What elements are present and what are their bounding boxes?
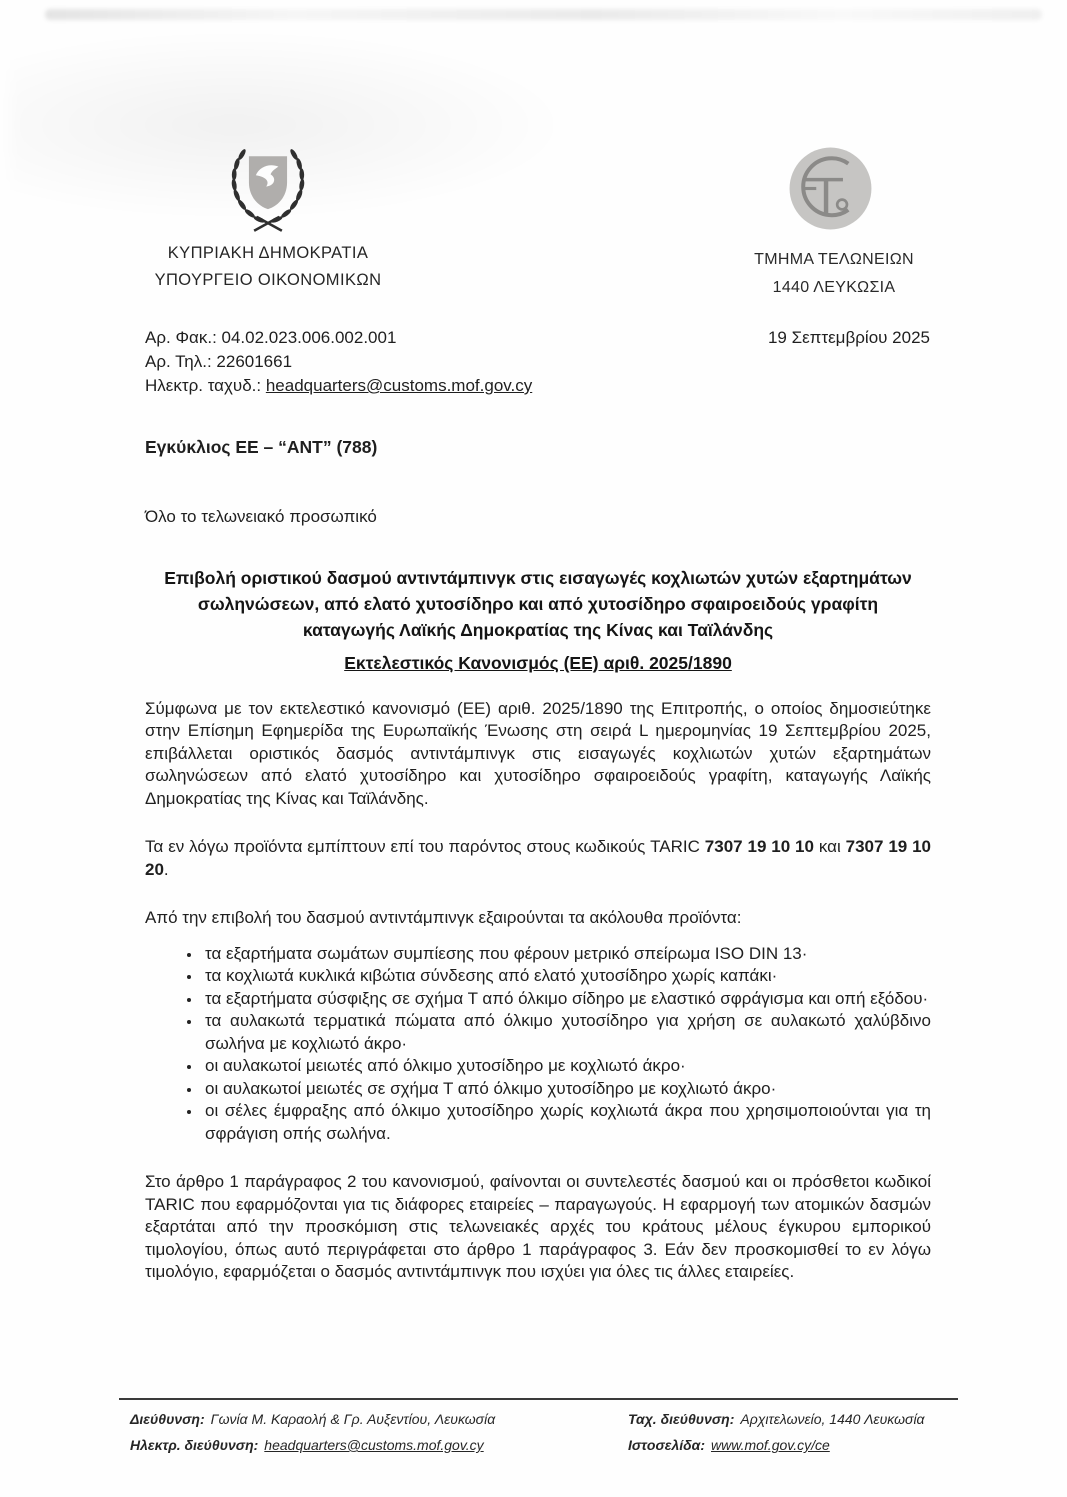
department-postal: 1440 ΛΕΥΚΩΣΙΑ bbox=[772, 279, 896, 296]
footer-postal-value: Αρχιτελωνείο, 1440 Λευκωσία bbox=[740, 1411, 925, 1427]
phone-number: Αρ. Τηλ.: 22601661 bbox=[145, 352, 293, 371]
paragraph-regulation-summary: Σύμφωνα με τον εκτελεστικό κανονισμό (ΕΕ) αριθ. 2025/1890 της Επιτροπής, ο οποίος δημοσιεύτηκε στην Επίσημη Εφημερίδα της Ευρωπαϊκής Ένωσης στη σειρά L ημερομηνίας 19 Σεπτεμβρίου 2025, επιβάλλεται οριστικός δασμός αντιντάμπινγκ στις εισαγωγές κοχλιωτών χυτών εξαρτημάτων σωληνώσεων από ελατό χυτοσίδηρο και χυτοσίδηρο σφαιροειδούς γραφίτη, καταγωγής Λαϊκής Δημοκρατίας της Κίνας και Ταϊλάνδης. bbox=[145, 698, 931, 808]
circular-number: Εγκύκλιος ΕΕ – “ΑΝΤ” (788) bbox=[145, 437, 378, 457]
department-title: ΤΜΗΜΑ ΤΕΛΩΝΕΙΩΝ bbox=[754, 251, 914, 268]
issuer-right-block bbox=[714, 246, 954, 302]
letter-body bbox=[145, 436, 931, 1284]
paragraph-taric-codes bbox=[145, 836, 931, 881]
footer-divider bbox=[119, 1398, 958, 1400]
list-item: • οι αυλακωτοί μειωτές από όλκιμο χυτοσίδηρο με κοχλιωτό άκρο· bbox=[202, 1055, 931, 1078]
taric-text-before: Τα εν λόγω προϊόντα εμπίπτουν επί του παρόντος στους κωδικούς TARIC bbox=[145, 837, 705, 856]
regulation-heading: Εκτελεστικός Κανονισμός (ΕΕ) αριθ. 2025/1890 bbox=[344, 653, 732, 673]
taric-text-and: και bbox=[813, 837, 846, 856]
footer bbox=[130, 1406, 960, 1458]
taric-code-1: 7307 19 10 10 bbox=[704, 837, 814, 856]
footer-address-value: Γωνία Μ. Καραολή & Γρ. Αυξεντίου, Λευκωσία bbox=[210, 1411, 496, 1427]
paragraph-article-1: Στο άρθρο 1 παράγραφος 2 του κανονισμού, φαίνονται οι συντελεστές δασμού και οι πρόσθετοι κωδικοί TARIC που εφαρμόζονται για τις διάφορες εταιρείες – παραγωγούς. Η εφαρμογή των ατομικών δασμών εξαρτάται από την προσκόμιση στις τελωνειακές αρχές του κράτους μέλους έγκυρου εμπορικού τιμολογίου, όπως αυτό περιγράφεται στο άρθρο 1 παράγραφος 3. Εάν δεν προσκομισθεί το εν λόγω τιμολόγιο, εφαρμόζεται ο δασμός αντιντάμπινγκ που ισχύει για όλες τις άλλες εταιρείες. bbox=[145, 1172, 931, 1281]
ministry-title: ΥΠΟΥΡΓΕΙΟ ΟΙΚΟΝΟΜΙΚΩΝ bbox=[154, 271, 382, 289]
email-label: Ηλεκτρ. ταχυδ.: bbox=[145, 376, 266, 395]
footer-website bbox=[628, 1432, 830, 1458]
footer-website-link[interactable]: www.mof.gov.cy/ce bbox=[711, 1437, 830, 1453]
scan-artifact-top bbox=[45, 9, 1042, 20]
footer-postal bbox=[628, 1406, 925, 1432]
footer-email-label: Ηλεκτρ. διεύθυνση: bbox=[130, 1437, 259, 1453]
list-item: • τα αυλακωτά τερματικά πώματα από όλκιμο χυτοσίδηρο για χρήση σε αυλακωτό χαλύβδινο σωλήνα με κοχλιωτό άκρο· bbox=[202, 1010, 931, 1055]
footer-email-link[interactable]: headquarters@customs.mof.gov.cy bbox=[264, 1437, 484, 1453]
taric-text-end: . bbox=[163, 859, 169, 879]
addressee: Όλο το τελωνειακό προσωπικό bbox=[145, 506, 377, 526]
taric-code-2: 7307 19 10 20 bbox=[145, 837, 932, 879]
footer-email bbox=[130, 1432, 628, 1458]
footer-address-label: Διεύθυνση: bbox=[130, 1411, 205, 1427]
list-item: • τα κοχλιωτά κυκλικά κιβώτια σύνδεσης από ελατό χυτοσίδηρο χωρίς καπάκι· bbox=[202, 965, 931, 988]
subject-title: Επιβολή οριστικού δασμού αντιντάμπινγκ στις εισαγωγές κοχλιωτών χυτών εξαρτημάτων σωληνώσεων, από ελατό χυτοσίδηρο και από χυτοσίδηρο σφαιροειδούς γραφίτη καταγωγής Λαϊκής Δημοκρατίας της Κίνας και Ταϊλάνδης bbox=[164, 568, 912, 640]
cyprus-coat-of-arms-icon bbox=[216, 136, 320, 238]
list-item: • τα εξαρτήματα σωμάτων συμπίεσης που φέρουν μετρικό σπείρωμα ISO DIN 13· bbox=[202, 943, 931, 966]
footer-website-label: Ιστοσελίδα: bbox=[628, 1437, 706, 1453]
footer-postal-label: Ταχ. διεύθυνση: bbox=[628, 1411, 735, 1427]
exclusions-list bbox=[145, 943, 931, 1146]
issuer-left-block bbox=[110, 240, 426, 294]
header-email-link[interactable]: headquarters@customs.mof.gov.cy bbox=[265, 376, 533, 395]
list-item: • τα εξαρτήματα σύσφιξης σε σχήμα Τ από όλκιμο σίδηρο με ελαστικό σφράγισμα και οπή εξόδου· bbox=[202, 988, 931, 1011]
paragraph-exclusions-intro: Από την επιβολή του δασμού αντιντάμπινγκ εξαιρούνται τα ακόλουθα προϊόντα: bbox=[145, 908, 742, 927]
document-date: 19 Σεπτεμβρίου 2025 bbox=[767, 328, 930, 347]
list-item: • οι σέλες έμφραξης από όλκιμο χυτοσίδηρο χωρίς κοχλιωτά άκρα που χρησιμοποιούνται για τη σφράγιση οπής σωλήνα. bbox=[202, 1100, 931, 1145]
email-line bbox=[145, 374, 532, 398]
republic-title: ΚΥΠΡΙΑΚΗ ΔΗΜΟΚΡΑΤΙΑ bbox=[167, 244, 369, 262]
footer-address bbox=[130, 1406, 628, 1432]
customs-department-logo-icon bbox=[786, 144, 875, 233]
reference-block bbox=[145, 326, 532, 398]
file-number: Αρ. Φακ.: 04.02.023.006.002.001 bbox=[145, 328, 397, 347]
list-item: • οι αυλακωτοί μειωτές σε σχήμα Τ από όλκιμο χυτοσίδηρο με κοχλιωτό άκρο· bbox=[202, 1078, 931, 1101]
